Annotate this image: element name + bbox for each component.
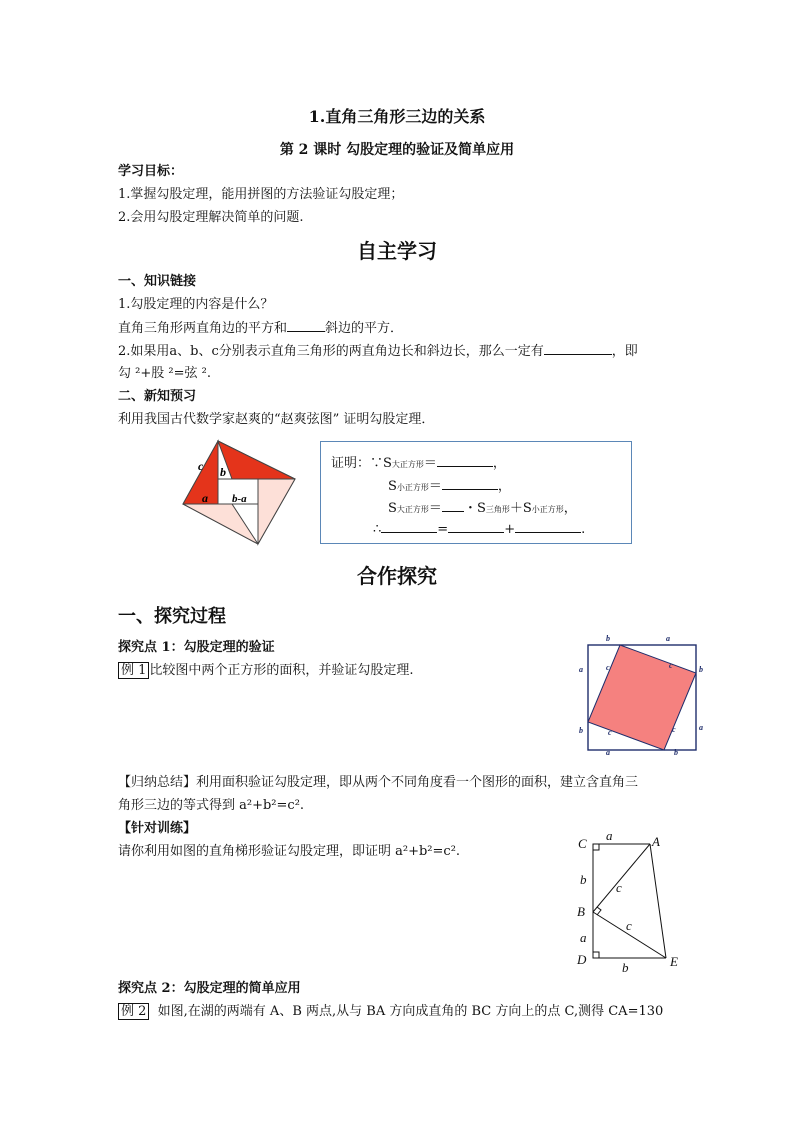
point-1-heading: 探究点 1：勾股定理的验证 bbox=[118, 640, 275, 655]
question-2-line2: 勾 ²+股 ²=弦 ². bbox=[118, 366, 211, 381]
q2-text-b: ，即 bbox=[611, 344, 638, 359]
label-point-e: E bbox=[670, 954, 678, 969]
explore-heading: 一、探究过程 bbox=[118, 606, 226, 627]
summary-line-2: 角形三边的等式得到 a²+b²=c². bbox=[118, 798, 305, 813]
training-text: 请你利用如图的直角梯形验证勾股定理，即证明 a²+b²=c². bbox=[118, 844, 461, 859]
knowledge-heading: 一、知识链接 bbox=[118, 274, 197, 289]
label-point-c: C bbox=[578, 836, 587, 851]
label-b-bottom: b bbox=[622, 960, 629, 974]
objectives-heading: 学习目标： bbox=[118, 164, 184, 179]
proof-box bbox=[320, 441, 632, 544]
question-2 bbox=[118, 342, 638, 361]
proof-line-2 bbox=[388, 475, 511, 494]
label-b: b bbox=[606, 634, 610, 643]
example-1-tag: 例 1 bbox=[118, 662, 149, 679]
label-a: a bbox=[699, 723, 703, 732]
q1-text-a: 直角三角形两直角边的平方和 bbox=[118, 321, 288, 336]
label-c: c bbox=[669, 661, 673, 670]
plus: ＋ bbox=[509, 501, 523, 516]
therefore: ∴ bbox=[373, 522, 382, 537]
example-2-tag: 例 2 bbox=[118, 1003, 149, 1020]
comma: ， bbox=[497, 479, 511, 494]
label-b: b bbox=[579, 726, 583, 735]
section-cooperative: 合作探究 bbox=[357, 564, 437, 588]
segment-ba bbox=[593, 844, 650, 912]
side-ae bbox=[650, 844, 666, 958]
triangle-dark bbox=[218, 441, 295, 479]
proof-line-4 bbox=[373, 520, 585, 537]
right-angle-c bbox=[593, 844, 599, 850]
sub-small-square: 小正方形 bbox=[396, 483, 429, 492]
square-figure bbox=[574, 632, 714, 756]
period: . bbox=[581, 522, 586, 537]
lesson-subtitle: 第 2 课时 勾股定理的验证及简单应用 bbox=[279, 142, 515, 158]
label-a: a bbox=[606, 748, 610, 756]
label-c: c bbox=[672, 725, 676, 734]
q1-text-b: 斜边的平方． bbox=[325, 321, 404, 336]
label-c: c bbox=[608, 728, 612, 737]
proof-blank[interactable] bbox=[515, 520, 581, 533]
zhao-shuang-figure bbox=[180, 438, 300, 548]
proof-blank[interactable] bbox=[442, 477, 498, 490]
label-c: c bbox=[198, 459, 204, 473]
label-a-top: a bbox=[606, 828, 613, 843]
equals: ＝ bbox=[428, 479, 442, 494]
proof-blank[interactable] bbox=[442, 499, 464, 512]
label-c-ba: c bbox=[616, 880, 622, 895]
answer-blank[interactable] bbox=[287, 319, 325, 332]
answer-blank[interactable] bbox=[544, 342, 612, 355]
label-b-minus-a: b-a bbox=[232, 493, 247, 505]
proof-blank[interactable] bbox=[448, 520, 504, 533]
example-1 bbox=[118, 662, 414, 680]
objective-item: 2.会用勾股定理解决简单的问题. bbox=[118, 210, 304, 225]
symbol-s: S bbox=[522, 501, 532, 516]
right-angle-b bbox=[597, 907, 601, 915]
trapezoid-figure bbox=[570, 826, 690, 974]
example-2 bbox=[118, 1003, 663, 1021]
sub-small-square: 小正方形 bbox=[531, 505, 564, 514]
label-a: a bbox=[579, 665, 583, 674]
proof-blank[interactable] bbox=[437, 454, 493, 467]
equals: = bbox=[437, 522, 449, 537]
plus: + bbox=[504, 522, 516, 537]
summary-line-1: 【归纳总结】利用面积验证勾股定理，即从两个不同角度看一个图形的面积，建立含直角三 bbox=[118, 775, 639, 790]
symbol-s: S bbox=[388, 479, 397, 494]
label-a: a bbox=[666, 634, 670, 643]
equals: ＝ bbox=[423, 456, 437, 471]
example-1-text: 比较图中两个正方形的面积，并验证勾股定理. bbox=[149, 663, 414, 678]
right-angle-d bbox=[593, 952, 599, 958]
dot: ・ bbox=[463, 501, 477, 516]
symbol-s: S bbox=[388, 501, 397, 516]
q2-text-a: 2.如果用a、b、c分别表示直角三角形的两直角边长和斜边长，那么一定有 bbox=[118, 344, 544, 359]
comma: ， bbox=[563, 501, 577, 516]
label-a: a bbox=[202, 491, 208, 505]
sub-triangle: 三角形 bbox=[485, 505, 510, 514]
sub-big-square: 大正方形 bbox=[391, 460, 424, 469]
sub-big-square: 大正方形 bbox=[396, 505, 429, 514]
label-a-left: a bbox=[580, 930, 587, 945]
triangle-light bbox=[258, 479, 295, 544]
label-c: c bbox=[606, 663, 610, 672]
symbol-s: S bbox=[476, 501, 486, 516]
proof-line-1 bbox=[331, 452, 506, 471]
question-1-line bbox=[118, 319, 403, 338]
point-2-heading: 探究点 2：勾股定理的简单应用 bbox=[118, 981, 301, 996]
label-point-a: A bbox=[652, 834, 660, 849]
preview-heading: 二、新知预习 bbox=[118, 389, 197, 404]
proof-blank[interactable] bbox=[381, 520, 437, 533]
question-1: 1.勾股定理的内容是什么？ bbox=[118, 297, 274, 312]
objective-item: 1.掌握勾股定理，能用拼图的方法验证勾股定理； bbox=[118, 187, 404, 202]
label-point-b: B bbox=[577, 904, 585, 919]
proof-prefix: 证明：∵S bbox=[331, 456, 392, 471]
label-b: b bbox=[674, 748, 678, 756]
preview-text: 利用我国古代数学家赵爽的“赵爽弦图” 证明勾股定理． bbox=[118, 412, 435, 427]
label-b: b bbox=[220, 465, 226, 479]
training-heading: 【针对训练】 bbox=[118, 821, 197, 836]
example-2-text: 如图,在湖的两端有 A、B 两点,从与 BA 方向成直角的 BC 方向上的点 C,测得 CA=130 bbox=[157, 1004, 664, 1019]
label-b: b bbox=[699, 665, 703, 674]
comma: ， bbox=[492, 456, 506, 471]
page-title: 1.直角三角形三边的关系 bbox=[308, 107, 486, 126]
equals: ＝ bbox=[428, 501, 442, 516]
label-point-d: D bbox=[577, 952, 587, 967]
proof-line-3 bbox=[388, 497, 577, 516]
label-b-left: b bbox=[580, 872, 587, 887]
section-self-study: 自主学习 bbox=[357, 239, 437, 263]
label-c-be: c bbox=[626, 918, 632, 933]
